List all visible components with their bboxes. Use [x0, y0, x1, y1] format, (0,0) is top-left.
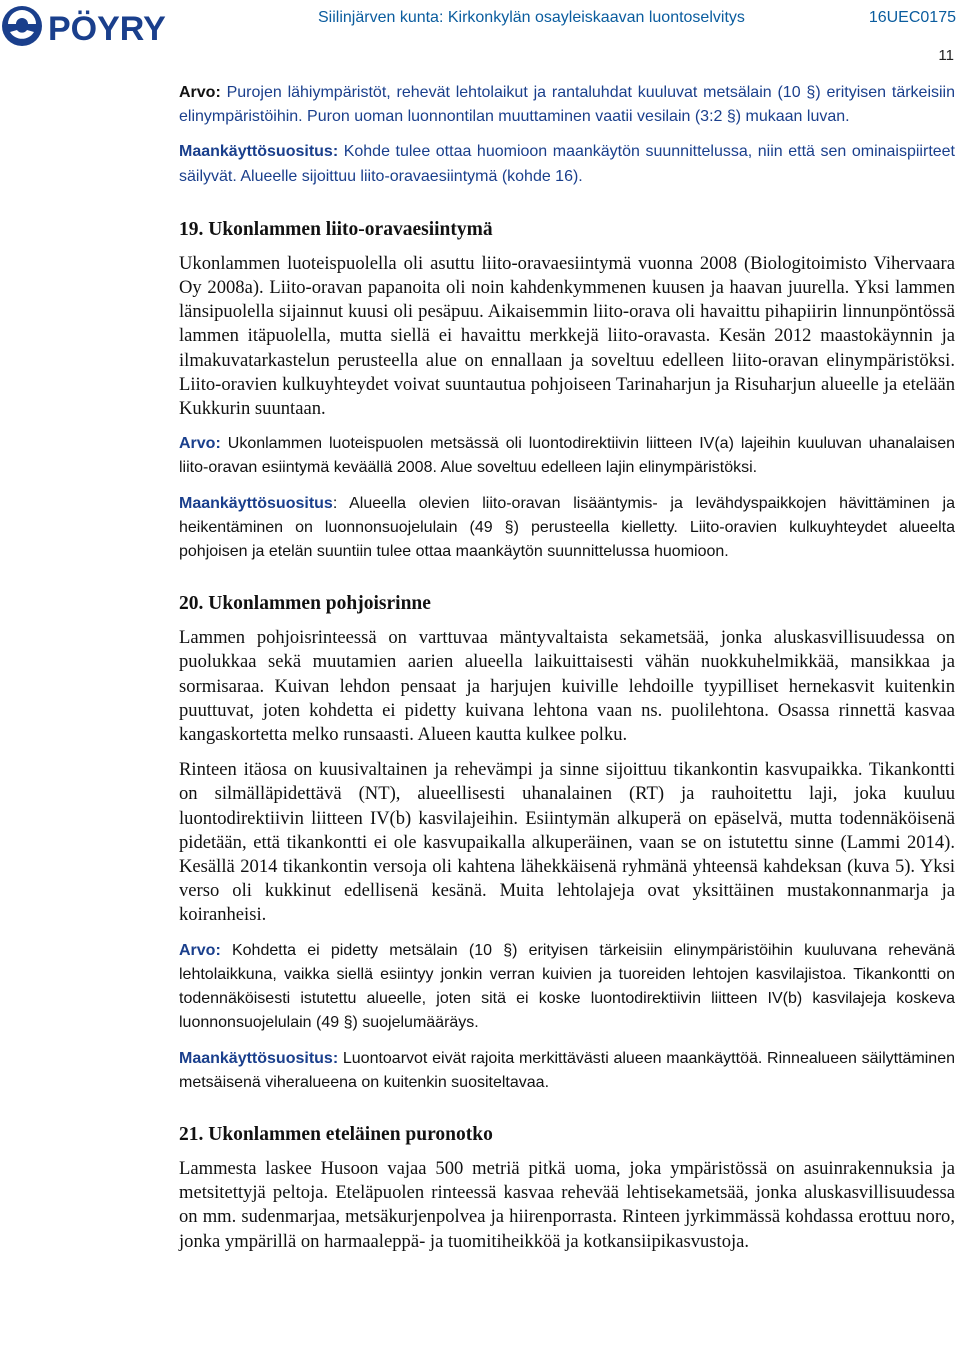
section-heading-19: 19. Ukonlammen liito-oravaesiintymä [179, 218, 493, 240]
land-use-label: Maankäyttösuositus: [179, 143, 339, 161]
value-text: Purojen lähiympäristöt, rehevät lehtolaikut ja rantaluhdat kuuluvat metsälain (10 §) erityisen tärkeisiin elinympäristöihin. Puron uoman luonnontilan muuttaminen vaatii vesilain (3:2 §) mukaan luvan. [179, 84, 955, 126]
section-20-land-use [179, 1047, 955, 1095]
poyry-logo [0, 2, 250, 46]
land-use-text: Kohde tulee ottaa huomioon maankäytön suunnittelussa, niin että sen ominaispiirteet säilyvät. Alueelle sijoittuu liito-oravaesiintymä (kohde 16). [179, 143, 955, 185]
section-heading-21: 21. Ukonlammen eteläinen puronotko [179, 1123, 493, 1145]
land-use-label: Maankäyttösuositus: [179, 1049, 339, 1067]
section-21-body: Lammesta laskee Husoon vajaa 500 metriä pitkä uoma, joka ympäristössä on asuinrakennuksia ja metsitettyjä peltoja. Eteläpuolen rinteessä kasvaa rehevää lehtisekametsää, jonka aluskasvillisuudessa on mm. sudenmarjaa, metsäkurjenpolvea ja hiirenporrasta. Rinteen jyrkimmässä kohdassa erottuu noro, jonka ympärillä on harmaaleppä- ja tuomitiheikköä ja kotkansiipikasvustoja. [179, 1157, 955, 1252]
land-use-text: Luontoarvot eivät rajoita merkittävästi alueen maankäyttöä. Rinnealueen säilyttäminen metsäisenä viheralueena on kuitenkin suositeltavaa. [179, 1049, 955, 1091]
document-title: Siilinjärven kunta: Kirkonkylän osayleiskaavan luontoselvitys [318, 9, 745, 26]
section-19-value [179, 432, 955, 480]
section-19-body: Ukonlammen luoteispuolella oli asuttu liito-oravaesiintymä vuonna 2008 (Biologitoimisto Vihervaara Oy 2008a). Liito-oravan papanoita oli noin kahdenkymmenen kuusen ja haavan juurella. Yksi lammen länsipuolella sijainnut kuusi oli pesäpuu. Aikaisemmin liito-orava oli havaittu pihapiirin linnunpöntössä lammen itäpuolella, mutta siellä ei havaittu merkkejä liito-oravasta. Kesän 2012 maastokäynnin ja ilmakuvatarkastelun perusteella alue on ennallaan ja soveltuu edelleen liito-oravan elinympäristöksi. Liito-oravien kulkuyhteydet voivat suuntautua pohjoiseen Tarinaharjun ja Risuharjun alueelle ja etelään Kukkurin suuntaan. [179, 252, 955, 420]
section-20-value [179, 939, 955, 1036]
section-20-body-2: Rinteen itäosa on kuusivaltainen ja rehevämpi ja sinne sijoittuu tikankontin kasvupaikka. Tikankontti on silmälläpidettävä (NT), alueellisesti uhanalainen (RT) ja rauhoitettu laji, joka kuuluu luontodirektiivin liitteen IV(b) kasvilajeihin. Esiintymän alkuperä on epäselvä, mutta todennäköisenä pidetään, että tikankontti ei ole kasvupaikalla alkuperäinen, vaan se on istutettu sinne (Lammi 2014). Kesällä 2014 tikankontin versoja oli kahtena lähekkäisenä ryhmänä yhteensä kahdeksan (kuva 5). Yksi verso oli kukkinut edellisenä kesänä. Muita lehtolajeja ovat yksittäinen mustakonnanmarja ja koiranheisi. [179, 759, 955, 926]
value-text: Kohdetta ei pidetty metsälain (10 §) erityisen tärkeisiin elinympäristöihin kuuluvana rehevänä lehtolaikkuna, vaikka siellä esiintyy jonkin verran kuivien ja tuoreiden lehtojen kasvilajistoa. Tikankontti on todennäköisesti istutettu alueelle, joten sitä ei koske luontodirektiivin liitteen IV(b) kasvilajeja koskeva luonnonsuojelulain (49 §) suojelumääräys. [179, 941, 955, 1032]
land-use-label: Maankäyttösuositus [179, 494, 333, 512]
section-19-land-use [179, 492, 955, 565]
value-paragraph [179, 81, 955, 129]
page-number: 11 [938, 47, 954, 64]
page-content [179, 81, 955, 1254]
document-code: 16UEC0175 [868, 9, 956, 26]
land-use-text: : Alueella olevien liito-oravan lisääntymis- ja levähdyspaikkojen hävittäminen ja heikentäminen on luonnonsuojelulain (49 §) perusteella kielletty. Liito-oravien kulkuyhteydet alueelta pohjoisen ja etelän suuntiin tulee ottaa maankäytön suunnittelussa huomioon. [179, 494, 955, 561]
value-label: Arvo: [179, 435, 221, 453]
value-label: Arvo: [179, 84, 221, 101]
page-header [0, 0, 960, 46]
land-use-paragraph [179, 140, 955, 188]
value-label: Arvo: [179, 941, 221, 959]
section-20-body-1: Lammen pohjoisrinteessä on varttuvaa mäntyvaltaista sekametsää, jonka aluskasvillisuudessa on puolukkaa sekä muutamien aarien alueella laikuittaisesti vähän nuokkuhelmikkää, mansikkaa ja sormisaraa. Kuivan lehdon pensaat ja harjujen kuiville lehdoille tyypilliset hernekasvit kuitenkin puuttuvat, joten kohdetta ei pidetty kuivana lehtona vaan ns. puolilehtona. Osassa rinnettä kasvaa kangaskortetta melko runsaasti. Alueen kautta kulkee polku. [179, 627, 955, 746]
value-text: Ukonlammen luoteispuolen metsässä oli luontodirektiivin liitteen IV(a) lajeihin kuuluvan uhanalaisen liito-oravan esiintymä keväällä 2008. Alue soveltuu edelleen lajin elinympäristöksi. [179, 435, 955, 477]
svg-text:PÖYRY: PÖYRY [48, 10, 166, 46]
section-heading-20: 20. Ukonlammen pohjoisrinne [179, 593, 431, 615]
